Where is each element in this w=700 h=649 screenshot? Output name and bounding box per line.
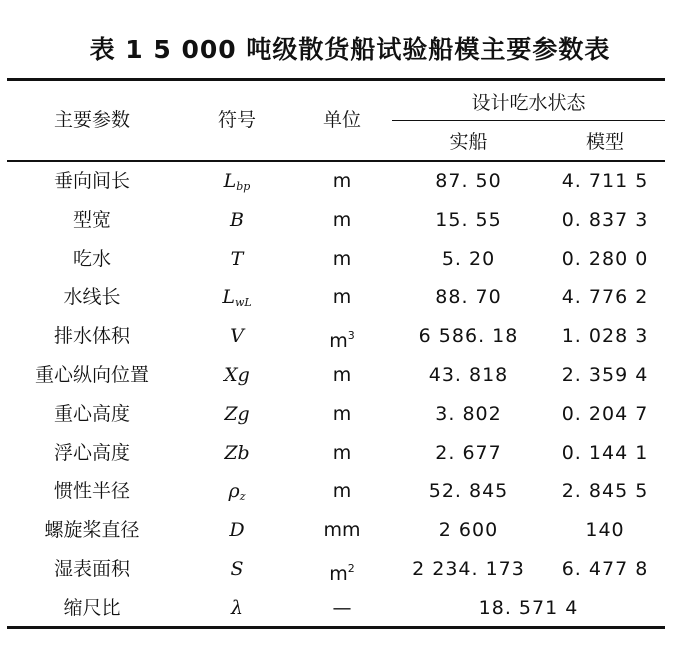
param-cell: 惯性半径: [53, 480, 130, 503]
header-sub-rule: [392, 120, 665, 121]
unit-cell: $m^2$: [329, 562, 355, 585]
model-value: 0. 837 3: [561, 208, 649, 231]
top-rule: [7, 78, 665, 81]
real-ship-value: 2 234. 173: [412, 558, 525, 580]
model-value: 6. 477 8: [561, 558, 649, 580]
real-ship-value: 6 586. 18: [418, 325, 519, 348]
param-cell: 重心高度: [53, 402, 130, 425]
unit-cell: m: [332, 480, 352, 503]
table-row: [0, 590, 700, 626]
real-ship-value: 52. 845: [428, 480, 509, 503]
unit-cell: $m^3$: [329, 329, 355, 353]
header-rule: [7, 160, 665, 162]
symbol-cell: S: [230, 558, 244, 580]
param-cell: 缩尺比: [63, 596, 121, 619]
model-value: 2. 359 4: [561, 364, 649, 386]
table-row: [0, 202, 700, 238]
symbol-cell: $\rho_z$: [228, 480, 246, 504]
table-row: [0, 435, 700, 471]
table-row: [0, 551, 700, 587]
real-ship-value: 2. 677: [435, 441, 502, 464]
symbol-cell: Zg: [224, 402, 250, 425]
model-value: 2. 845 5: [561, 480, 649, 503]
table-row: [0, 396, 700, 432]
header-param: 主要参数: [53, 109, 130, 131]
param-cell: 水线长: [63, 286, 121, 309]
unit-cell: —: [332, 596, 352, 619]
param-cell: 浮心高度: [53, 441, 130, 464]
unit-cell: m: [332, 170, 352, 192]
table-row: [0, 279, 700, 315]
table-row: [0, 357, 700, 393]
symbol-cell: D: [229, 519, 245, 542]
symbol-cell: λ: [230, 596, 244, 619]
param-cell: 螺旋桨直径: [44, 519, 140, 542]
bottom-rule: [7, 626, 665, 629]
table-row: [0, 512, 700, 548]
table-row: [0, 241, 700, 277]
model-value: 0. 204 7: [561, 402, 649, 425]
table-row: [0, 163, 700, 199]
unit-cell: m: [332, 364, 352, 386]
model-value: 1. 028 3: [561, 325, 649, 348]
table-row: [0, 473, 700, 509]
header-model: 模型: [585, 131, 624, 153]
unit-cell: m: [332, 247, 352, 270]
real-ship-value: 15. 55: [435, 208, 502, 231]
symbol-cell: $L_{wL}$: [222, 286, 252, 310]
real-ship-value: 88. 70: [435, 286, 502, 309]
table-caption: 表 1 5 000 吨级散货船试验船模主要参数表: [89, 35, 611, 64]
header-state-group: 设计吃水状态: [471, 92, 586, 114]
model-value: 4. 776 2: [561, 286, 649, 309]
model-value: 140: [585, 519, 625, 542]
param-cell: 吃水: [72, 247, 111, 270]
param-cell: 湿表面积: [53, 558, 130, 580]
table-row: [0, 318, 700, 354]
unit-cell: m: [332, 286, 352, 309]
value-span-cell: 18. 571 4: [478, 596, 579, 619]
symbol-cell: V: [230, 325, 244, 348]
unit-cell: mm: [323, 519, 361, 542]
header-real-ship: 实船: [449, 131, 488, 153]
model-value: 0. 144 1: [561, 441, 649, 464]
symbol-cell: T: [230, 247, 244, 270]
param-cell: 重心纵向位置: [34, 364, 149, 386]
param-cell: 排水体积: [53, 325, 130, 348]
param-cell: 垂向间长: [53, 170, 130, 192]
real-ship-value: 87. 50: [435, 170, 502, 192]
symbol-cell: B: [230, 208, 244, 231]
real-ship-value: 3. 802: [435, 402, 502, 425]
real-ship-value: 2 600: [438, 519, 499, 542]
symbol-cell: $L_{bp}$: [223, 170, 251, 193]
unit-cell: m: [332, 208, 352, 231]
model-value: 0. 280 0: [561, 247, 649, 270]
symbol-cell: Xg: [224, 364, 250, 386]
symbol-cell: Zb: [224, 441, 250, 464]
model-value: 4. 711 5: [561, 170, 649, 192]
unit-cell: m: [332, 402, 352, 425]
real-ship-value: 5. 20: [441, 247, 496, 270]
unit-cell: m: [332, 441, 352, 464]
real-ship-value: 43. 818: [428, 364, 509, 386]
header-unit: 单位: [322, 109, 361, 131]
param-cell: 型宽: [72, 208, 111, 231]
header-symbol: 符号: [217, 109, 256, 131]
